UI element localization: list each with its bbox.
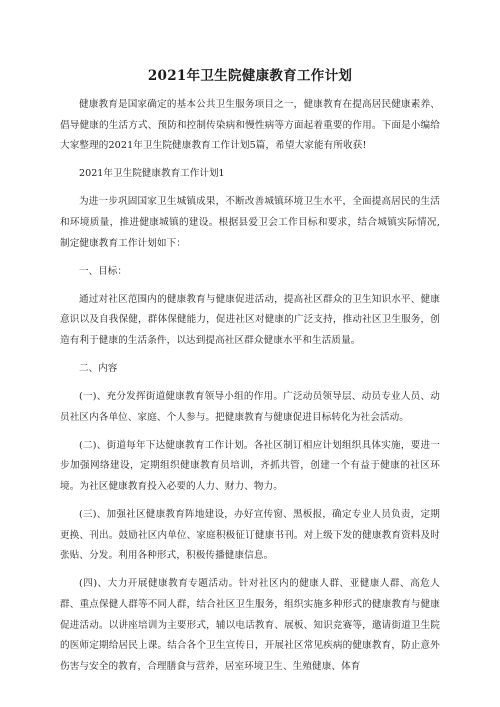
section-heading-content: 二、内容 [79, 363, 118, 375]
plan-heading: 2021年卫生院健康教育工作计划1 [79, 168, 225, 180]
document-body [60, 95, 440, 685]
content-item-2: (二)、街道每年下达健康教育工作计划。各社区制订相应计划组织具体实施，要进一步加强网络建设，定期组织健康教育员培训，齐抓共管，创建一个有益于健康的社区环境。为社区健康教育投入必要的人力、财力、物力。 [60, 439, 440, 492]
document-title: 2021年卫生院健康教育工作计划 [147, 68, 353, 84]
section-heading-goals: 一、目标： [79, 265, 127, 277]
content-item-4: (四)、大力开展健康教育专题活动。针对社区内的健康人群、亚健康人群、高危人群、重点保健人群等不同人群，结合社区卫生服务，组织实施多种形式的健康教育与健康促进活动。以讲座培训为主要形式，辅以电话教育、展板、知识竞赛等，邀请街道卫生院的医师定期给居民上课。结合各个卫生宣传日，开展社区常见疾病的健康教育，防止意外伤害与安全的教育，合理膳食与营养，居室环境卫生、生殖健康、体育 [60, 578, 440, 672]
plan-intro-paragraph: 为进一步巩固国家卫生城镇成果，不断改善城镇环境卫生水平，全面提高居民的生活和环境质量，推进健康城镇的建设。根据县爱卫会工作目标和要求，结合城镇实际情况,制定健康教育工作计划如下： [60, 196, 440, 249]
content-item-3: (三)、加强社区健康教育阵地建设，办好宣传窗、黑板报，确定专业人员负责，定期更换、刊出。鼓励社区内单位、家庭积极征订健康书刊。对上级下发的健康教育资料及时张贴、分发。利用各种形式，积极传播健康信息。 [60, 509, 440, 562]
goals-paragraph: 通过对社区范围内的健康教育与健康促进活动，提高社区群众的卫生知识水平、健康意识以及自我保健，群体保健能力，促进社区对健康的广泛支持，推动社区卫生服务，创造有利于健康的生活条件，以达到提高社区群众健康水平和生活质量。 [60, 293, 440, 346]
intro-paragraph: 健康教育是国家确定的基本公共卫生服务项目之一，健康教育在提高居民健康素养、倡导健康的生活方式、预防和控制传染病和慢性病等方面起着重要的作用。下面是小编给大家整理的2021年卫生院健康教育工作计划5篇，希望大家能有所收获! [60, 99, 440, 152]
content-item-1: (一)、充分发挥街道健康教育领导小组的作用。广泛动员领导层、动员专业人员、动员社区内各单位、家庭、个人参与。把健康教育与健康促进目标转化为社会活动。 [60, 391, 440, 423]
